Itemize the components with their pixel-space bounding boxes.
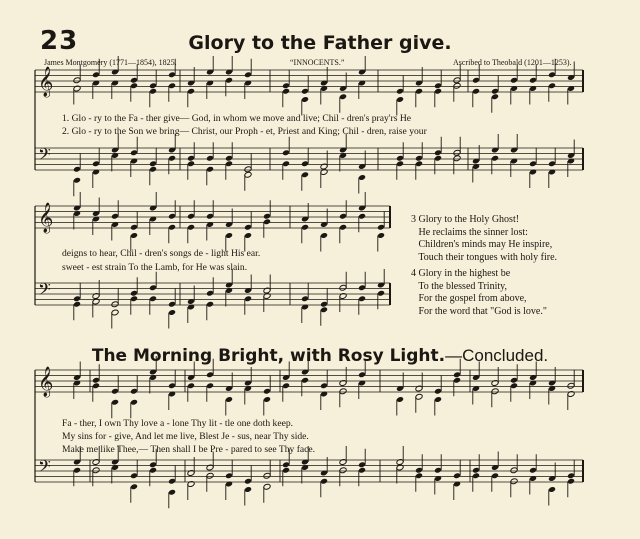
hymn-number: 23 bbox=[40, 26, 79, 56]
second-hymn-title-suffix: —Concluded. bbox=[445, 346, 549, 365]
bass-clef: 𝄢 bbox=[38, 456, 51, 480]
lyrics-line1-verse2: 2. Glo - ry to the Son we bring— Christ, our Proph - et, Priest and King; Chil - dren, raise your bbox=[62, 126, 427, 137]
tune-name: “INNOCENTS.” bbox=[290, 58, 345, 67]
lyrics-hymn2-verse1: Fa - ther, I own Thy love a - lone Thy lit - tle one doth keep. bbox=[62, 418, 294, 429]
composer-credit: Ascribed to Theobald (1201—1253). bbox=[453, 58, 572, 67]
hymn-title: Glory to the Father give. bbox=[188, 32, 452, 54]
verse-3: 3 Glory to the Holy Ghost! He reclaims the sinner lost: Children's minds may He inspire, Touch their tongues with holy fire. bbox=[411, 214, 558, 263]
second-hymn-title-main: The Morning Bright, with Rosy Light. bbox=[91, 346, 446, 366]
treble-clef: 𝄞 bbox=[38, 367, 54, 397]
lyrics-line1-verse1: 1. Glo - ry to the Fa - ther give— God, in whom we move and live; Chil - dren's pray'rs He bbox=[62, 113, 412, 124]
lyrics-line2-verse2: sweet - est strain To the Lamb, for He was slain. bbox=[62, 262, 248, 273]
treble-clef: 𝄞 bbox=[38, 203, 54, 233]
verse-4: 4 Glory in the highest be To the blessed Trinity, For the gospel from above, For the word that "God is love." bbox=[411, 268, 547, 317]
lyrics-hymn2-verse2: My sins for - give, And let me live, Blest Je - sus, near Thy side. bbox=[62, 431, 309, 442]
author-credit: James Montgomery (1771—1854), 1825. bbox=[44, 58, 177, 67]
bass-clef: 𝄢 bbox=[38, 279, 51, 303]
treble-clef: 𝄞 bbox=[38, 67, 54, 97]
second-hymn-title bbox=[0, 346, 640, 366]
lyrics-line2-verse1: deigns to hear, Chil - dren's songs de - light His ear. bbox=[62, 248, 261, 259]
lyrics-hymn2-verse3: Make me like Thee,— Then shall I be Pre - pared to see Thy face. bbox=[62, 444, 316, 455]
bass-clef: 𝄢 bbox=[38, 144, 51, 168]
